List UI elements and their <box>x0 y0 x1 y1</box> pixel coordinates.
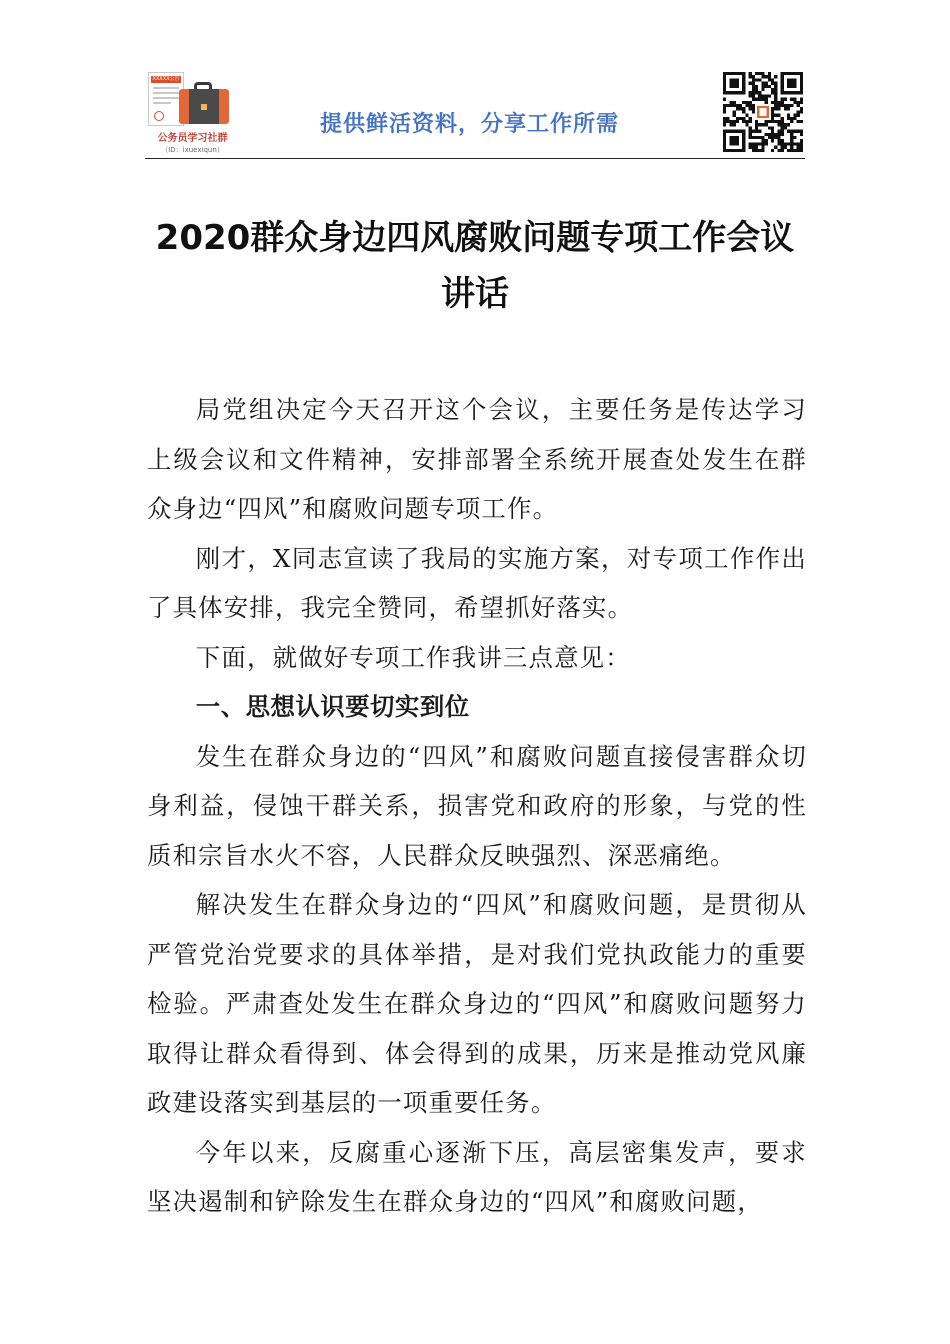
page-header <box>145 70 805 158</box>
title-line-1: 2020群众身边四风腐败问题专项工作会议 <box>155 218 795 258</box>
header-divider <box>145 158 805 159</box>
seal-icon <box>154 111 164 121</box>
qr-code-icon <box>723 72 803 152</box>
paragraph: 局党组决定今天召开这个会议，主要任务是传达学习上级会议和文件精神，安排部署全系统开展查处发生在群众身边“四风”和腐败问题专项工作。 <box>147 395 807 523</box>
paragraph: 发生在群众身边的“四风”和腐败问题直接侵害群众切身利益，侵蚀干群关系，损害党和政府的形象，与党的性质和宗旨水火不容，人民群众反映强烈、深恶痛绝。 <box>147 741 807 870</box>
paragraph: 解决发生在群众身边的“四风”和腐败问题，是贯彻从严管党治党要求的具体举措，是对我们党执政能力的重要检验。严肃查处发生在群众身边的“四风”和腐败问题努力取得让群众看得到、体会得到的成果，历来是推动党风廉政建设落实到基层的一项重要任务。 <box>147 890 807 1117</box>
section-heading: 一、思想认识要切实到位 <box>195 692 470 721</box>
title-line-2: 讲话 <box>441 274 509 314</box>
header-slogan: 提供鲜活资料，分享工作所需 <box>320 112 620 137</box>
document-body <box>147 385 807 1227</box>
document-title <box>145 210 805 322</box>
paragraph: 下面，就做好专项工作我讲三点意见： <box>195 642 631 672</box>
logo-badge: XXXXX公告 <box>152 76 180 82</box>
community-logo <box>145 70 240 158</box>
paragraph: 刚才，X同志宣读了我局的实施方案，对专项工作作出了具体安排，我完全赞同，希望抓好落实。 <box>147 543 807 622</box>
paragraph: 今年以来，反腐重心逐渐下压，高层密集发声，要求坚决遏制和铲除发生在群众身边的“四风”和腐败问题， <box>147 1137 807 1216</box>
logo-name: 公务员学习社群 <box>157 133 228 144</box>
logo-id: （ID：ixuexiqun） <box>161 146 224 154</box>
briefcase-icon <box>179 82 229 124</box>
